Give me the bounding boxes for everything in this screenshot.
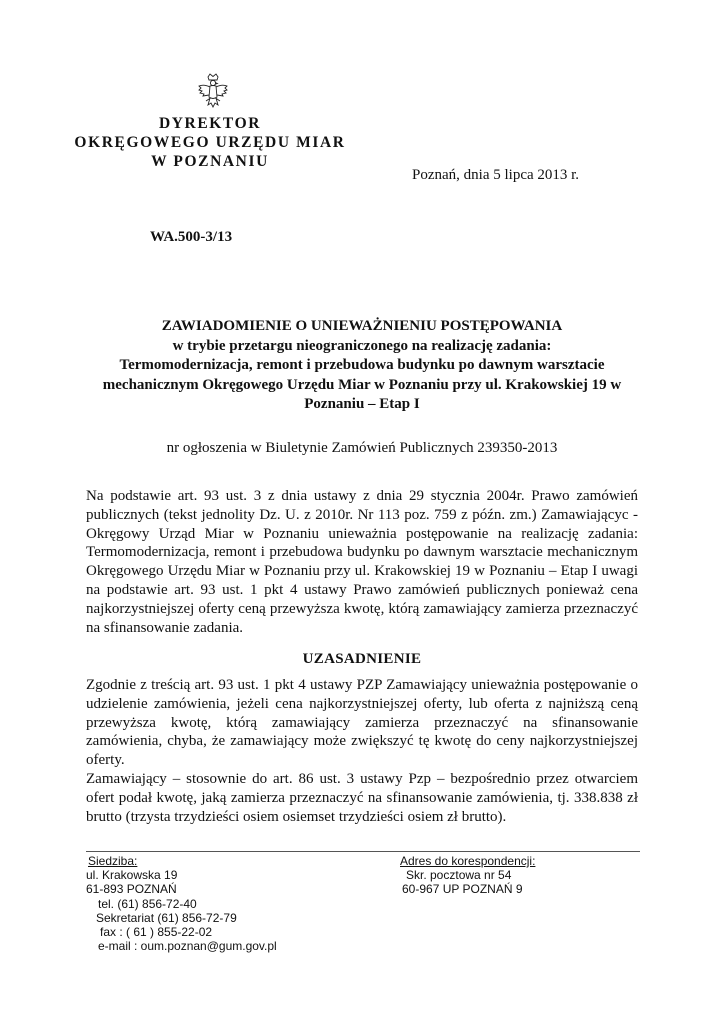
title-line-5: Poznaniu – Etap I bbox=[304, 396, 420, 412]
office-name bbox=[60, 114, 360, 171]
seat-city: 61-893 POZNAŃ bbox=[86, 882, 177, 897]
footer-seat-address bbox=[86, 854, 277, 953]
title-line-1: ZAWIADOMIENIE O UNIEWAŻNIENIU POSTĘPOWANIA bbox=[161, 318, 563, 334]
footer-correspondence-address bbox=[398, 854, 535, 897]
decision-paragraph: Na podstawie art. 93 ust. 3 z dnia ustawy z dnia 29 stycznia 2004r. Prawo zamówień publicznych (tekst jednolity Dz. U. z 2010r. Nr 113 poz. 759 z późn. zm.) Zamawiającyc - Okręgowy Urząd Miar w Poznaniu unieważnia postępowanie na realizację zadania: Termomodernizacja, remont i przebudowa budynku po dawnym warsztacie mechanicznym Okręgowego Urzędu Miar w Poznaniu przy ul. Krakowskiej 19 w Poznaniu – Etap I uwagi na podstawie art. 93 ust. 1 pkt 4 ustawy Prawo zamówień publicznych ponieważ cena najkorzystniejszej oferty ceną przewyższa kwotę, którą zamawiający zamierza przeznaczyć na sfinansowanie zadania. bbox=[86, 488, 638, 636]
office-name-line-1: DYREKTOR bbox=[158, 115, 262, 132]
phone: tel. (61) 856-72-40 bbox=[98, 896, 197, 911]
reference-number: WA.500-3/13 bbox=[150, 229, 233, 245]
notice-number: nr ogłoszenia w Biuletynie Zamówień Publicznych 239350-2013 bbox=[166, 440, 558, 456]
title-line-2: w trybie przetargu nieograniczonego na realizację zadania: bbox=[172, 337, 552, 354]
correspondence-label: Adres do korespondencji: bbox=[400, 854, 536, 868]
secretariat-phone: Sekretariat (61) 856-72-79 bbox=[96, 910, 237, 925]
title-line-3: Termomodernizacja, remont i przebudowa budynku po dawnym warsztacie bbox=[119, 357, 605, 373]
justification-heading: UZASADNIENIE bbox=[302, 651, 422, 667]
post-city: 60-967 UP POZNAŃ 9 bbox=[402, 882, 523, 897]
office-name-line-2: OKRĘGOWEGO URZĘDU MIAR bbox=[74, 134, 346, 151]
amount-paragraph: Zamawiający – stosownie do art. 86 ust. 3 ustawy Pzp – bezpośrednio przez otwarciem ofert podał kwotę, jaką zamierza przeznaczyć na sfinansowanie zamówienia, tj. 338.838 zł brutto (trzysta trzydzieści osiem osiemset trzydzieści osiem zł brutto). bbox=[86, 771, 638, 825]
po-box: Skr. pocztowa nr 54 bbox=[406, 868, 512, 883]
email: e-mail : oum.poznan@gum.gov.pl bbox=[98, 939, 277, 954]
title-line-4: mechanicznym Okręgowego Urzędu Miar w Poznaniu przy ul. Krakowskiej 19 w bbox=[102, 376, 622, 393]
polish-eagle-icon bbox=[197, 73, 229, 113]
justification-paragraph: Zgodnie z treścią art. 93 ust. 1 pkt 4 ustawy PZP Zamawiający unieważnia postępowanie o udzielenie zamówienia, jeżeli cena najkorzystniejszej oferty, lub oferta z najniższą ceną przewyższa kwotę, którą zamawiający zamierza przeznaczyć na sfinansowanie zamówienia, chyba, że zamawiający może zwiększyć tę kwotę do ceny najkorzystniejszej oferty. bbox=[86, 677, 638, 769]
place-date: Poznań, dnia 5 lipca 2013 r. bbox=[412, 167, 580, 183]
footer-divider bbox=[86, 851, 640, 852]
document-title bbox=[86, 317, 638, 415]
seat-label: Siedziba: bbox=[88, 854, 138, 868]
seat-street: ul. Krakowska 19 bbox=[86, 868, 178, 883]
fax: fax : ( 61 ) 855-22-02 bbox=[100, 925, 213, 940]
office-name-line-3: W POZNANIU bbox=[151, 153, 269, 170]
